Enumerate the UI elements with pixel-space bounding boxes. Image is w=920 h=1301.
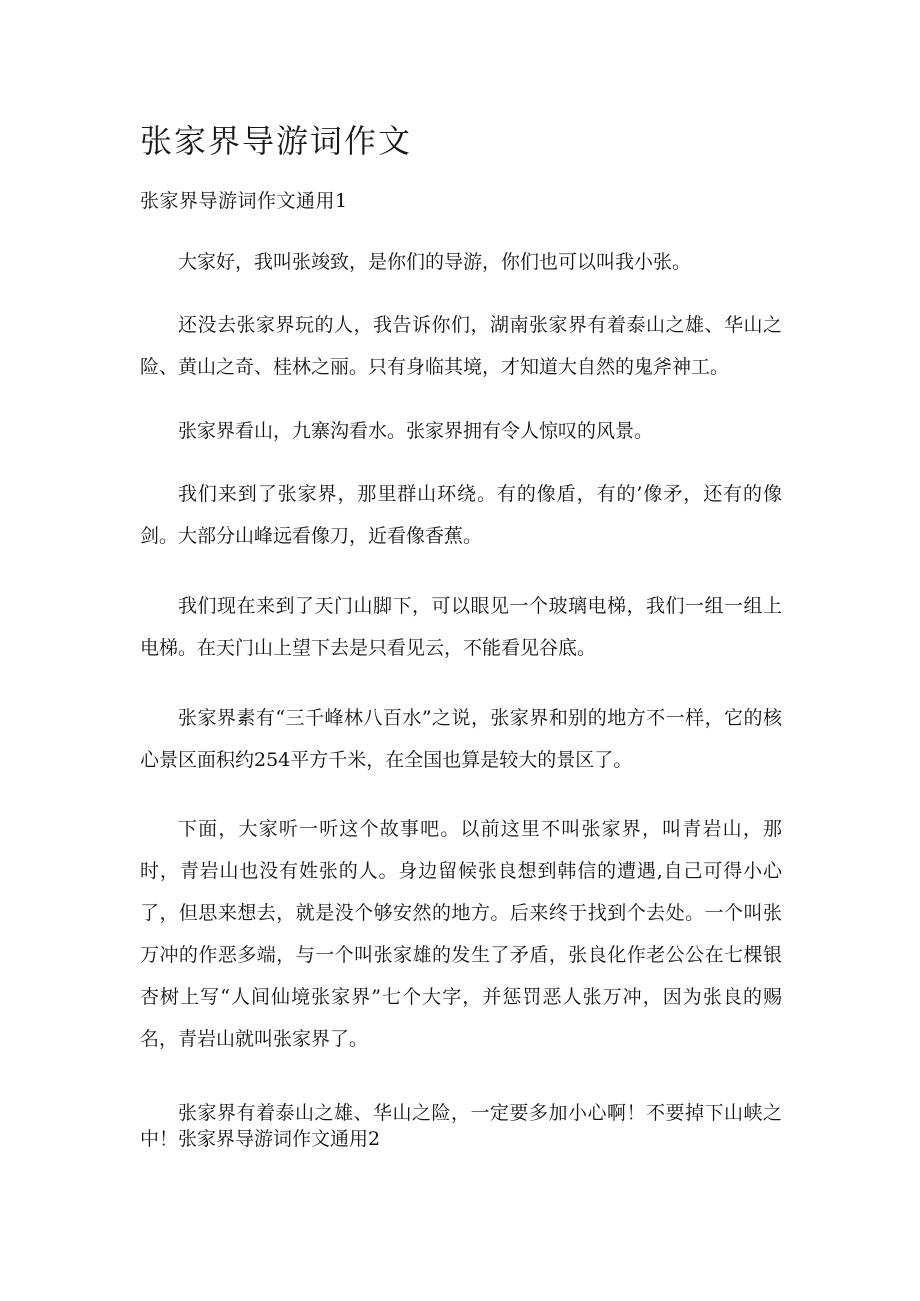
paragraph-closing: 张家界有着泰山之雄、华山之险，一定要多加小心啊！不要掉下山峡之中！张家界导游词作文通用2 <box>140 1102 782 1150</box>
paragraph-story: 下面，大家听一听这个故事吧。以前这里不叫张家界，叫青岩山，那时，青岩山也没有姓张的人。身边留候张良想到韩信的遭遇,自己可得小心了，但思来想去，就是没个够安然的地方。后来终于找到个去处。一个叫张万冲的作恶多端，与一个叫张家雄的发生了矛盾，张良化作老公公在七棵银杏树上写“人间仙境张家界”七个大字，并惩罚恶人张万冲，因为张良的赐名，青岩山就叫张家界了。 <box>140 818 782 1050</box>
document-title: 张家界导游词作文 <box>140 122 413 160</box>
paragraph-peaks: 我们来到了张家界，那里群山环绕。有的像盾，有的’像矛，还有的像剑。大部分山峰远看像刀，近看像香蕉。 <box>140 483 782 547</box>
paragraph-tianmen: 我们现在来到了天门山脚下，可以眼见一个玻璃电梯，我们一组一组上电梯。在天门山上望下去是只看见云，不能看见谷底。 <box>140 595 782 659</box>
paragraph-intro: 还没去张家界玩的人，我告诉你们，湖南张家界有着泰山之雄、华山之险、黄山之奇、桂林之丽。只有身临其境，才知道大自然的鬼斧神工。 <box>140 314 782 378</box>
paragraph-scenic-area: 张家界素有“三千峰林八百水”之说，张家界和别的地方不一样，它的核心景区面积约254平方千米，在全国也算是较大的景区了。 <box>140 707 782 771</box>
document-subtitle: 张家界导游词作文通用1 <box>140 190 348 212</box>
paragraph-mountains-water: 张家界看山，九寨沟看水。张家界拥有令人惊叹的风景。 <box>178 420 654 442</box>
paragraph-greeting: 大家好，我叫张竣致，是你们的导游，你们也可以叫我小张。 <box>178 251 692 273</box>
